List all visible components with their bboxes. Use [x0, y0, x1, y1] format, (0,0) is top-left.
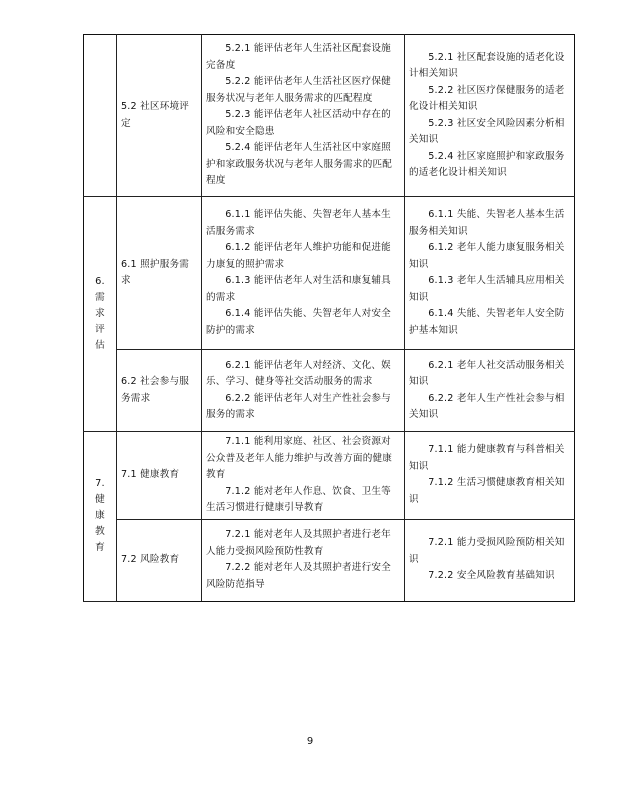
- knowledge-item: 6.1.2 老年人能力康复服务相关知识: [409, 242, 565, 270]
- knowledge-item: 6.1.4 失能、失智老年人安全防护基本知识: [409, 308, 565, 336]
- group-label: 6.需求评估: [95, 275, 105, 351]
- ability-cell: [202, 519, 405, 601]
- knowledge-item: 6.2.2 老年人生产性社会参与相关知识: [409, 392, 565, 420]
- group-cell: [84, 197, 117, 432]
- table-row: [84, 432, 575, 520]
- subcategory-cell: 6.1 照护服务需求: [117, 197, 202, 350]
- knowledge-item: 6.1.3 老年人生活辅具应用相关知识: [409, 275, 565, 303]
- ability-item: 5.2.2 能评估老年人生活社区医疗保健服务状况与老年人服务需求的匹配程度: [206, 76, 391, 104]
- ability-item: 6.1.1 能评估失能、失智老年人基本生活服务需求: [206, 209, 391, 237]
- group-label: 7.健康教育: [95, 478, 105, 553]
- ability-item: 7.2.1 能对老年人及其照护者进行老年人能力受损风险预防性教育: [206, 529, 391, 557]
- ability-item: 6.2.1 能评估老年人对经济、文化、娱乐、学习、健身等社交活动服务的需求: [206, 359, 391, 387]
- ability-item: 7.1.1 能利用家庭、社区、社会资源对公众普及老年人能力维护与改善方面的健康教育: [206, 436, 393, 480]
- knowledge-item: 5.2.1 社区配套设施的适老化设计相关知识: [409, 51, 565, 79]
- knowledge-item: 6.1.1 失能、失智老人基本生活服务相关知识: [409, 209, 565, 237]
- subcategory-cell: 6.2 社会参与服务需求: [117, 350, 202, 432]
- table-row: [84, 350, 575, 432]
- subcategory-cell: 7.2 风险教育: [117, 519, 202, 601]
- ability-item: 7.2.2 能对老年人及其照护者进行安全风险防范指导: [206, 562, 391, 590]
- knowledge-item: 5.2.4 社区家庭照护和家政服务的适老化设计相关知识: [409, 150, 565, 178]
- group-cell-empty: [84, 35, 117, 197]
- knowledge-item: 7.1.2 生活习惯健康教育相关知识: [409, 477, 565, 505]
- ability-item: 7.1.2 能对老年人作息、饮食、卫生等生活习惯进行健康引导教育: [206, 485, 391, 513]
- page-number: 9: [306, 736, 314, 747]
- table-row: [84, 35, 575, 197]
- ability-cell: [202, 35, 405, 197]
- ability-item: 6.1.4 能评估失能、失智老年人对安全防护的需求: [206, 308, 391, 336]
- ability-item: 6.1.3 能评估老年人对生活和康复辅具的需求: [206, 275, 391, 303]
- ability-item: 6.1.2 能评估老年人维护功能和促进能力康复的照护需求: [206, 242, 391, 270]
- subcategory-cell: 7.1 健康教育: [117, 432, 202, 520]
- knowledge-item: 7.2.2 安全风险教育基础知识: [428, 570, 555, 582]
- knowledge-item: 5.2.2 社区医疗保健服务的适老化设计相关知识: [409, 84, 565, 112]
- knowledge-item: 5.2.3 社区安全风险因素分析相关知识: [409, 117, 565, 145]
- ability-item: 6.2.2 能评估老年人对生产性社会参与服务的需求: [206, 392, 391, 420]
- knowledge-item: 7.1.1 能力健康教育与科普相关知识: [409, 444, 565, 472]
- occupational-standard-table: [83, 34, 575, 602]
- knowledge-item: 6.2.1 老年人社交活动服务相关知识: [409, 359, 565, 387]
- ability-item: 5.2.1 能评估老年人生活社区配套设施完备度: [206, 43, 391, 71]
- table-row: [84, 519, 575, 601]
- knowledge-cell: [405, 432, 575, 520]
- subcategory-cell: 5.2 社区环境评定: [117, 35, 202, 197]
- ability-cell: [202, 197, 405, 350]
- ability-cell: [202, 432, 405, 520]
- knowledge-cell: [405, 519, 575, 601]
- knowledge-cell: [405, 350, 575, 432]
- table-row: [84, 197, 575, 350]
- knowledge-cell: [405, 197, 575, 350]
- knowledge-cell: [405, 35, 575, 197]
- knowledge-item: 7.2.1 能力受损风险预防相关知识: [409, 537, 565, 565]
- group-cell: [84, 432, 117, 602]
- ability-cell: [202, 350, 405, 432]
- ability-item: 5.2.3 能评估老年人社区活动中存在的风险和安全隐患: [206, 109, 391, 137]
- ability-item: 5.2.4 能评估老年人生活社区中家庭照护和家政服务状况与老年人服务需求的匹配程度: [206, 142, 393, 187]
